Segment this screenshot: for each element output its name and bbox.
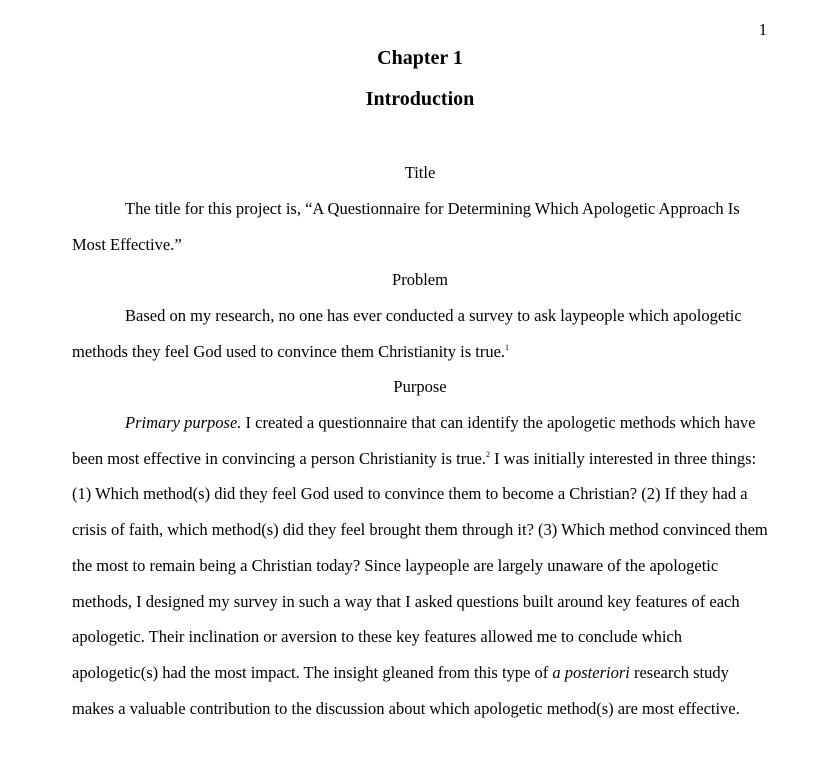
chapter-subtitle: Introduction xyxy=(365,88,475,110)
title-paragraph: The title for this project is, “A Questionnaire for Determining Which Apologetic Approach Is Most Effective.” xyxy=(72,199,740,254)
section-body-problem xyxy=(72,298,772,369)
purpose-text-3: research study makes a valuable contribution to the discussion about which apologetic method(s) are most effective. xyxy=(72,662,740,718)
problem-text: Based on my research, no one has ever conducted a survey to ask laypeople which apologetic methods they feel God used to convince them Christianity is true. xyxy=(72,306,742,361)
section-heading-problem: Problem xyxy=(392,270,448,289)
primary-purpose-label: Primary purpose. xyxy=(125,413,242,432)
section-heading-purpose: Purpose xyxy=(393,377,447,396)
problem-paragraph xyxy=(72,298,772,369)
purpose-text-1: I created a questionnaire that can identify the apologetic methods which have been most effective in convincing a person Christianity is true. xyxy=(72,413,756,468)
a-posteriori-phrase: a posteriori xyxy=(552,662,630,682)
section-body-purpose xyxy=(72,405,772,726)
section-body-title xyxy=(72,191,772,262)
chapter-title: Chapter 1 xyxy=(377,47,463,69)
purpose-text-2: I was initially interested in three things: (1) Which method(s) did they feel God used to convince them to become a Christian? (2) If they had a crisis of faith, which method(s) did they feel brought them through it? (3) Which method convinced them the most to remain being a Christian today? Since laypeople are largely unaware of the apologetic methods, I designed my survey in such a way that I asked questions built around key features of each apologetic. Their inclination or aversion to these key features allowed me to conclude which apologetic(s) had the most impact. The insight gleaned from this type of xyxy=(72,448,768,682)
footnote-ref-1[interactable]: 1 xyxy=(505,342,510,352)
purpose-paragraph xyxy=(72,405,772,726)
section-heading-title: Title xyxy=(404,163,436,182)
page-number: 1 xyxy=(758,20,767,39)
footnote-ref-2[interactable]: 2 xyxy=(485,449,490,459)
